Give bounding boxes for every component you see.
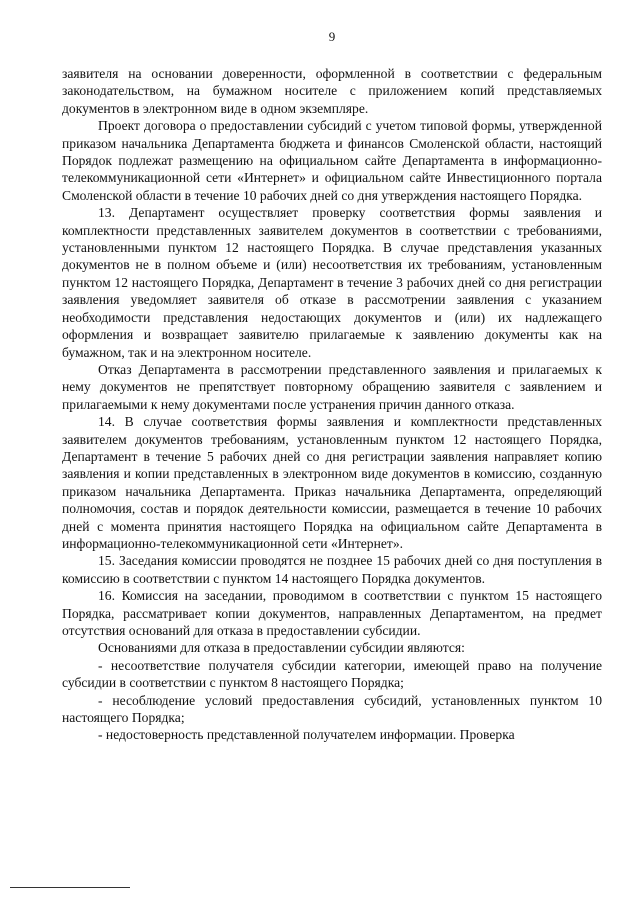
paragraph-7: 16. Комиссия на заседании, проводимом в соответствии с пунктом 15 настоящего Порядка, рассматривает копии документов, направленных Департаментом, на предмет отсутствия оснований для отказа в предоставлении субсидии. bbox=[62, 588, 602, 638]
paragraph-4: Отказ Департамента в рассмотрении представленного заявления и прилагаемых к нему документов не препятствует повторному обращению заявителя с заявлением и прилагаемыми к нему документами после устранения причин данного отказа. bbox=[62, 361, 602, 412]
paragraph-1: заявителя на основании доверенности, оформленной в соответствии с федеральным законодательством, на бумажном носителе с приложением копий представляемых документов в электронном виде в одном экземпляре. bbox=[62, 66, 602, 116]
paragraph-9: - несоответствие получателя субсидии категории, имеющей право на получение субсидии в соответствии с пунктом 8 настоящего Порядка; bbox=[62, 657, 602, 691]
paragraph-8: Основаниями для отказа в предоставлении субсидии являются: bbox=[98, 640, 465, 656]
paragraph-6: 15. Заседания комиссии проводятся не позднее 15 рабочих дней со дня поступления в комиссию в соответствии с пунктом 14 настоящего Порядка документов. bbox=[62, 553, 602, 586]
paragraph-11: - недостоверность представленной получателем информации. Проверка bbox=[98, 727, 515, 743]
paragraph-2: Проект договора о предоставлении субсидий с учетом типовой формы, утвержденной приказом начальника Департамента бюджета и финансов Смоленской области, настоящий Порядок подлежат размещению на официальном сайте Департамента в информационно-телекоммуникационной сети «Интернет» и официальном сайте Инвестиционного портала Смоленской области в течение 10 рабочих дней со дня утверждения настоящего Порядка. bbox=[62, 118, 602, 203]
paragraph-3: 13. Департамент осуществляет проверку соответствия формы заявления и комплектности представленных заявителем документов в соответствии с требованиями, установленными пунктом 12 настоящего Порядка. В случае представления указанных документов не в полном объеме и (или) несоответствия их требованиям, установленным пунктом 12 настоящего Порядка, Департамент в течение 3 рабочих дней со дня регистрации заявления уведомляет заявителя об отказе в рассмотрении заявления с указанием необходимости представления недостающих документов и (или) их надлежащего оформления и возвращает заявителю прилагаемые к заявлению документы как на бумажном, так и на электронном носителе. bbox=[62, 205, 602, 360]
paragraph-5: 14. В случае соответствия формы заявления и комплектности представленных заявителем документов требованиям, установленным пунктом 12 настоящего Порядка, Департамент в течение 5 рабочих дней со дня регистрации заявления направляет копию заявления и копии представленных в электронном виде документов в комиссию, созданную приказом начальника Департамента. Приказ начальника Департамента, определяющий полномочия, состав и порядок деятельности комиссии, размещается в течение 10 рабочих дней с момента принятия настоящего Порядка на официальном сайте Департамента в информационно-телекоммуникационной сети «Интернет». bbox=[62, 414, 602, 551]
page-number: 9 bbox=[328, 29, 336, 44]
footnote-separator bbox=[10, 887, 130, 888]
paragraph-10: - несоблюдение условий предоставления субсидий, установленных пунктом 10 настоящего Порядка; bbox=[62, 692, 602, 726]
